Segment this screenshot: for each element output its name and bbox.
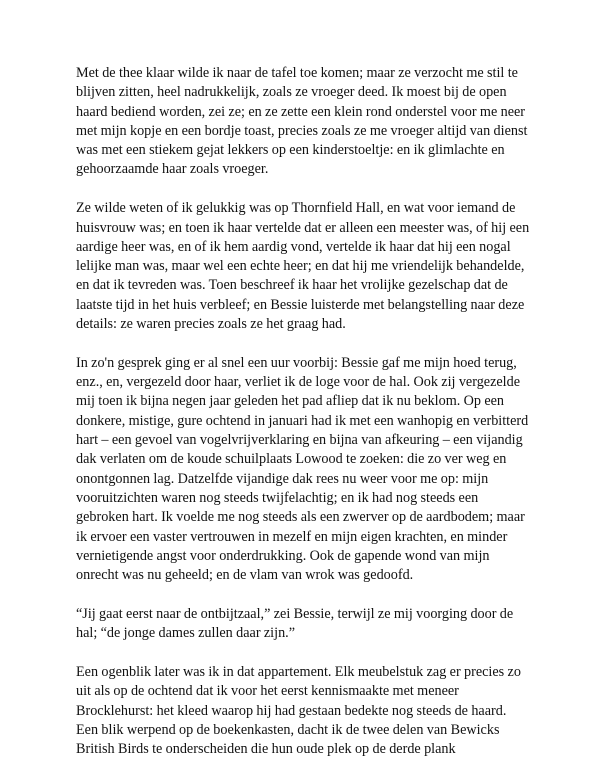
paragraph-2: Ze wilde weten of ik gelukkig was op Thornfield Hall, en wat voor iemand de huisvrouw was; en toen ik haar vertelde dat er alleen een meester was, of hij een aardige heer was, en of ik hem aardig vond, vertelde ik haar dat hij een nogal lelijke man was, maar wel een echte heer; en dat hij me vriendelijk behandelde, en dat ik tevreden was. Toen beschreef ik haar het vrolijke gezelschap dat de laatste tijd in het huis verbleef; en Bessie luisterde met belangstelling naar deze details: ze waren precies zoals ze het graag had. [76,200,530,333]
paragraph-5: Een ogenblik later was ik in dat appartement. Elk meubelstuk zag er precies zo uit als op de ochtend dat ik voor het eerst kennismaakte met meneer Brocklehurst: het kleed waarop hij had gestaan bedekte nog steeds de haard. Een blik werpend op de boekenkasten, dacht ik de twee delen van Bewicks British Birds te onderscheiden die hun oude plek op de derde plank [76,664,521,758]
document-page [76,64,531,760]
paragraph-1: Met de thee klaar wilde ik naar de tafel toe komen; maar ze verzocht me stil te blijven zitten, heel nadrukkelijk, zoals ze vroeger deed. Ik moest bij de open haard bediend worden, zei ze; en ze zette een klein rond onderstel voor me neer met mijn kopje en een bordje toast, precies zoals ze me vroeger altijd van dienst was met een stiekem gejat lekkers op een kinderstoeltje: en ik glimlachte en gehoorzaamde haar zoals vroeger. [76,65,528,178]
paragraph-3: In zo'n gesprek ging er al snel een uur voorbij: Bessie gaf me mijn hoed terug, enz., en, vergezeld door haar, verliet ik de loge voor de hal. Ook zij vergezelde mij toen ik bijna negen jaar geleden het pad afliep dat ik nu beklom. Op een donkere, mistige, gure ochtend in januari had ik met een wanhopig en verbitterd hart – een gevoel van vogelvrijverklaring en bijna van afkeuring – een vijandig dak verlaten om de koude schuilplaats Lowood te zoeken: die zo ver weg en onontgonnen lag. Datzelfde vijandige dak rees nu weer voor me op: mijn vooruitzichten waren nog steeds twijfelachtig; en ik had nog steeds een gebroken hart. Ik voelde me nog steeds als een zwerver op de aardbodem; maar ik ervoer een vaster vertrouwen in mezelf en mijn eigen krachten, en minder vernietigende angst voor onderdrukking. Ook de gapende wond van mijn onrecht was nu geheeld; en de vlam van wrok was gedoofd. [76,354,529,584]
paragraph-4: “Jij gaat eerst naar de ontbijtzaal,” zei Bessie, terwijl ze mij voorging door de hal; “de jonge dames zullen daar zijn.” [76,605,514,642]
